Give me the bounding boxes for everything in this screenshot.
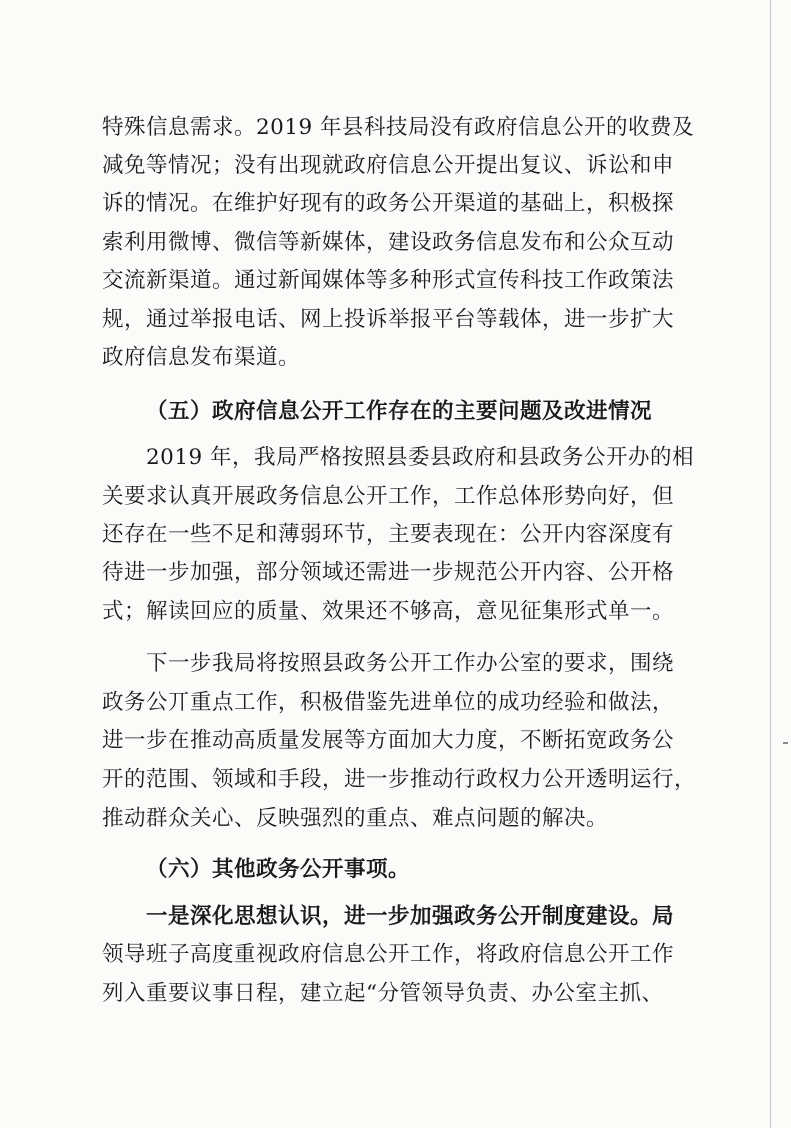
text-line: 列入重要议事日程，建立起“分管领导负责、办公室主抓、 (102, 981, 664, 1006)
text-line: 关要求认真开展政务信息公开工作，工作总体形势向好，但 (102, 484, 675, 509)
paragraph-lead: 一是深化思想认识，进一步加强政务公开制度建设。局 (146, 904, 675, 929)
text-line: 待进一步加强，部分领域还需进一步规范公开内容、公开格 (102, 560, 675, 585)
text-line: 还存在一些不足和薄弱环节，主要表现在：公开内容深度有 (102, 522, 675, 547)
text-line: 诉的情况。在维护好现有的政务公开渠道的基础上，积极探 (102, 191, 675, 216)
text-line: 推动群众关心、反映强烈的重点、难点问题的解决。 (102, 806, 609, 831)
text-line: 索利用微博、微信等新媒体，建设政务信息发布和公众互动 (102, 230, 675, 255)
text-line: 特殊信息需求。2019 年县科技局没有政府信息公开的收费及 (102, 115, 695, 140)
text-line: 进一步在推动高质量发展等方面加大力度，不断拓宽政务公 (102, 728, 675, 753)
page-edge-line (770, 0, 771, 1128)
text-line: 减免等情况；没有出现就政府信息公开提出复议、诉讼和申 (102, 153, 675, 178)
section-heading-five: （五）政府信息公开工作存在的主要问题及改进情况 (146, 399, 653, 424)
section-heading-six: （六）其他政务公开事项。 (146, 857, 411, 882)
text-line: 开的范围、领域和手段，进一步推动行政权力公开透明运行， (102, 767, 697, 792)
text-line: 政务公丌重点工作，积极借鉴先进单位的成功经验和做法， (102, 690, 675, 715)
text-line: 规，通过举报电话、网上投诉举报平台等载体，进一步扩大 (102, 307, 675, 332)
text-line: 交流新渠道。通过新闻媒体等多种形式宣传科技工作政策法 (102, 268, 675, 293)
page-edge-mark (783, 742, 788, 744)
text-line: 2019 年，我局严格按照县委县政府和县政务公开办的相 (146, 445, 695, 470)
text-line: 式；解读回应的质量、效果还不够高，意见征集形式单一。 (102, 599, 675, 624)
text-line: 领导班子高度重视政府信息公开工作，将政府信息公开工作 (102, 942, 675, 967)
text-line: 下一步我局将按照县政务公开工作办公室的要求，围绕 (146, 651, 675, 676)
text-line: 政府信息发布渠道。 (102, 345, 301, 370)
